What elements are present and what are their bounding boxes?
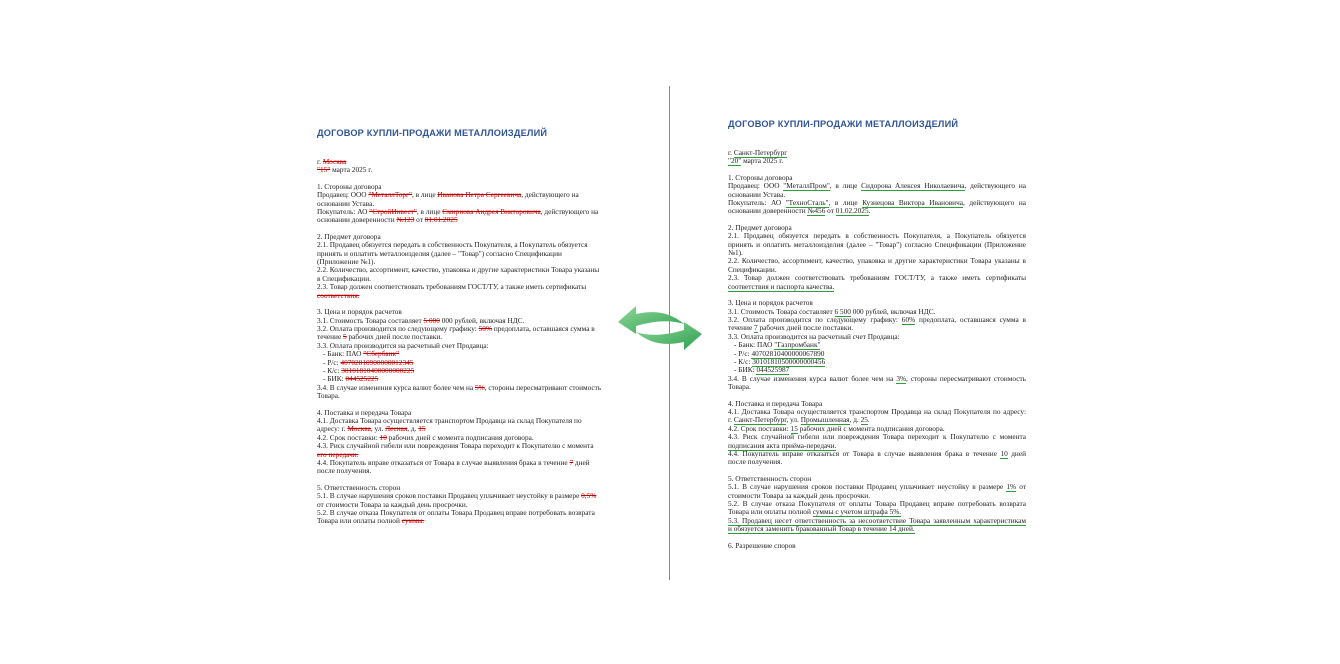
deleted-text: "МеталлТорг" [368, 190, 412, 200]
section-heading: 1. Стороны договора [728, 172, 793, 182]
deleted-text: "СтройИнвест" [369, 207, 417, 217]
inserted-text: 60% [901, 314, 916, 324]
text-line: 2.1. Продавец обязуется передать в собственность Покупателя, а Покупатель обязуется [728, 231, 1026, 241]
inserted-text: "Газпромбанк" [774, 340, 821, 350]
deleted-text: 15 [418, 424, 426, 434]
corr-account-line: - К/с: 30101810500000000456 [734, 356, 826, 366]
text-line [728, 525, 1026, 533]
document-title: ДОГОВОР КУПЛИ-ПРОДАЖИ МЕТАЛЛОИЗДЕЛИЙ [317, 128, 548, 138]
deleted-text: 30101810400000000225 [341, 365, 415, 375]
text-line: 3.4. В случае изменения курса валют более чем на 3%, стороны пересматривают стоимость [728, 373, 1026, 383]
section-heading: 3. Цена и порядок расчетов [728, 298, 813, 308]
inserted-text: подписания акта приёма-передачи. [728, 440, 837, 450]
date-line: "15" марта 2025 г. [317, 165, 373, 175]
deleted-text: №123 [396, 215, 415, 225]
inserted-text: 5.3. Продавец несет ответственность за несоответствие Товара заявленным [728, 515, 974, 525]
text-line: Покупатель: АО "СтройИнвест", в лице Смирнова Андрея Викторовича, действующего на [317, 207, 599, 217]
text-line: Товара или оплаты полной суммы с учетом штрафа 5%. [728, 507, 902, 517]
text-line: 3.4. В случае изменения курса валют более чем на 5%, стороны пересматривают стоимость [317, 382, 602, 392]
inserted-text: "20" [728, 156, 742, 166]
text-line: №1). [728, 248, 743, 258]
text-line: принять и оплатить металлоизделия (далее – "Товар") согласно Спецификации [317, 248, 562, 258]
corr-account-line: - К/с: 30101810400000000225 [323, 365, 415, 375]
swap-arrows-icon [614, 300, 706, 356]
inserted-text: Промышленная [800, 415, 850, 425]
text-line: 4.2. Срок поставки: 10 рабочих дней с момента подписания договора. [317, 432, 534, 442]
deleted-text: суммы. [401, 516, 425, 526]
bik-line: - БИК: 044525987 [734, 365, 790, 375]
text-line: 5.1. В случае нарушения сроков поставки Продавец уплачивает неустойку в размере 1% от [728, 482, 1026, 492]
original-document [317, 128, 607, 526]
inserted-text: "МеталлПром" [783, 181, 830, 191]
section-heading: 3. Цена и порядок расчетов [317, 307, 402, 317]
text-line: Товара или оплаты полной суммы. [317, 516, 425, 526]
account-line: - Р/с: 40702810400000067890 [734, 348, 825, 358]
inserted-text: соответствия и паспорта качества. [728, 281, 835, 291]
section-heading: 6. Разрешение споров [728, 540, 796, 550]
deleted-text: Москва [347, 424, 371, 434]
deleted-text: 5% [474, 382, 485, 392]
inserted-text: №456 [807, 206, 826, 216]
text-line: 3.1. Стоимость Товара составляет 6 500 000 рублей, включая НДС. [728, 306, 936, 316]
inserted-text: суммы с учетом штрафа 5%. [812, 507, 902, 517]
deleted-text: 5 000 [423, 315, 440, 325]
text-line: стоимости Товара за каждый день просрочки. [728, 490, 871, 500]
inserted-text: 10 [1000, 449, 1008, 458]
deleted-text: 0,5% [581, 491, 597, 501]
inserted-text: 6 500 [834, 306, 851, 316]
text-line: после получения. [317, 466, 372, 476]
inserted-text: Санкт-Петербург [733, 415, 787, 425]
text-line: принять и оплатить металлоизделия (далее – "Товар") согласно Спецификации (Приложение [728, 239, 1026, 249]
text-line [728, 283, 1026, 291]
inserted-text: 30101810500000000456 [752, 356, 826, 366]
text-line: в Спецификации. [317, 273, 371, 283]
text-line: 3.2. Оплата производится по следующему графику: 60% предоплата, оставшаяся сумма в [728, 314, 1026, 324]
text-line: основании Устава. [728, 189, 786, 199]
section-heading: 2. Предмет договора [317, 231, 381, 241]
text-line: 4.3. Риск случайной гибели или повреждения Товара переходит к Покупателю с момента [317, 441, 594, 451]
section-heading: 5. Ответственность сторон [728, 473, 812, 483]
inserted-text: Кузнецова Виктора Ивановича [862, 198, 963, 208]
city-line: г. Санкт-Петербург [728, 148, 788, 157]
inserted-text: 1% [1006, 482, 1017, 492]
text-line: основании доверенности №456 от 01.02.2025. [728, 206, 871, 216]
text-line: 2.3. Товар должен соответствовать требованиям ГОСТ/ТУ, а также иметь сертификаты [728, 273, 1026, 283]
deleted-text: "15" [317, 165, 331, 175]
inserted-text: и обязуется заменить бракованный Товар в течение 14 дней. [728, 524, 915, 534]
text-line: 3.3. Оплата производится на расчетный счет Продавца: [317, 340, 489, 350]
inserted-text: Санкт-Петербург [733, 148, 788, 157]
text-line: 4.4. Покупатель вправе отказаться от Товара в случае выявления брака в течение 10 дней [728, 449, 1026, 458]
city-line: г. Москва [317, 157, 347, 166]
text-line: 4.1. Доставка Товара осуществляется транспортом Продавца на склад Покупателя по [317, 415, 582, 425]
deleted-text: 40702810900000012345 [340, 357, 414, 367]
deleted-text: "Сбербанк" [363, 349, 400, 359]
text-line: 4.1. Доставка Товара осуществляется транспортом Продавца на склад Покупателя по адресу: [728, 406, 1026, 416]
text-line: 2.3. Товар должен соответствовать требованиям ГОСТ/ТУ, а также иметь сертификаты [317, 282, 587, 292]
text-line: 2.2. Количество, ассортимент, качество, упаковка и другие характеристики Товара указаны в [728, 256, 1026, 266]
deleted-text: 5 [343, 332, 347, 342]
text-line: основании доверенности №123 от 01.01.2025 [317, 215, 458, 225]
account-line: - Р/с: 40702810900000012345 [323, 357, 414, 367]
inserted-text: 7 [754, 323, 758, 333]
text-line: 2.2. Количество, ассортимент, качество, упаковка и другие характеристики Товара указаны [317, 265, 600, 275]
text-line: Товара. [317, 391, 340, 401]
section-heading: 1. Стороны договора [317, 181, 382, 191]
bik-line: - БИК: 044525225 [323, 374, 379, 384]
text-line: Продавец: ООО "МеталлПром", в лице Сидорова Алексея Николаевича, действующего на [728, 181, 1026, 191]
deleted-text: Лесная [385, 424, 408, 434]
text-line: Спецификации. [728, 264, 777, 274]
text-line: г. Санкт-Петербург, ул. Промышленная, д. 25. [728, 415, 870, 425]
text-line: 3.2. Оплата производится по следующему графику: 50% предоплата, оставшаяся сумма в [317, 323, 595, 333]
deleted-text: 7 [569, 458, 574, 467]
deleted-text: 10 [379, 432, 387, 442]
text-line: 5.2. В случае отказа Покупателя от оплаты Товара Продавец вправе потребовать возврата [317, 508, 595, 518]
section-heading: 4. Поставка и передача Товара [728, 398, 823, 408]
text-line: от стоимости Товара за каждый день просрочки. [317, 499, 468, 509]
inserted-text: 044525987 [756, 365, 790, 375]
text-line: адресу: г. Москва, ул. Лесная, д. 15 [317, 424, 426, 434]
revised-document [728, 119, 1026, 550]
deleted-text: Смирнова Андрея Викторовича [442, 207, 541, 217]
text-line: 5.2. В случае отказа Покупателя от оплаты Товара Продавец вправе потребовать возврата [728, 499, 1026, 509]
inserted-text: характеристикам [973, 515, 1026, 525]
deleted-text: 044525225 [345, 374, 379, 384]
deleted-text: 50% [478, 323, 493, 333]
section-heading: 5. Ответственность сторон [317, 482, 401, 492]
text-line: 4.3. Риск случайной гибели или повреждения Товара переходит к Покупателю с момента [728, 432, 1026, 442]
deleted-text: Москва [322, 157, 347, 166]
inserted-text: Сидорова Алексея Николаевича [861, 181, 965, 191]
inserted-text: "ТехноСталь" [785, 198, 829, 208]
bank-line: - Банк: ПАО "Газпромбанк" [734, 340, 821, 350]
inserted-text: 3% [896, 373, 907, 383]
inserted-text: 15 [790, 423, 798, 433]
text-line: течение 7 рабочих дней после поставки. [728, 323, 854, 333]
inserted-text: 25 [860, 415, 868, 425]
section-heading: 4. Поставка и передача Товара [317, 407, 412, 417]
text-line: Товара. [728, 382, 751, 392]
inserted-text: 01.02.2025 [835, 206, 869, 216]
deleted-text: его передачи. [317, 449, 359, 459]
text-line: течение 5 рабочих дней после поставки. [317, 332, 443, 342]
text-line: 2.1. Продавец обязуется передать в собственность Покупателя, а Покупатель обязуется [317, 240, 588, 250]
text-line: 5.1. В случае нарушения сроков поставки Продавец уплачивает неустойку в размере 0,5% [317, 491, 597, 501]
deleted-text: 01.01.2025 [424, 215, 458, 225]
bank-line: - Банк: ПАО "Сбербанк" [323, 349, 400, 359]
date-line: "20" марта 2025 г. [728, 156, 784, 166]
text-line: Покупатель: АО "ТехноСталь", в лице Кузнецова Виктора Ивановича, действующего на [728, 198, 1026, 208]
text-line: 3.1. Стоимость Товара составляет 5 000 000 рублей, включая НДС. [317, 315, 525, 325]
deleted-text: Иванова Петра Сергеевича [437, 190, 522, 200]
text-line: после получения. [728, 457, 783, 467]
text-line: основании Устава. [317, 198, 375, 208]
section-heading: 2. Предмет договора [728, 222, 792, 232]
document-title: ДОГОВОР КУПЛИ-ПРОДАЖИ МЕТАЛЛОИЗДЕЛИЙ [728, 119, 959, 129]
text-line: 3.3. Оплата производится на расчетный счет Продавца: [728, 331, 900, 341]
text-line: 4.2. Срок поставки: 15 рабочих дней с момента подписания договора. [728, 423, 945, 433]
text-line: (Приложение №1). [317, 257, 376, 267]
deleted-text: соответствия. [317, 290, 360, 300]
text-line: Продавец: ООО "МеталлТорг", в лице Иванова Петра Сергеевича, действующего на [317, 190, 579, 200]
text-line: 4.4. Покупатель вправе отказаться от Товара в случае выявления брака в течение 7 дней [317, 458, 590, 467]
inserted-text: 40702810400000067890 [751, 348, 825, 358]
